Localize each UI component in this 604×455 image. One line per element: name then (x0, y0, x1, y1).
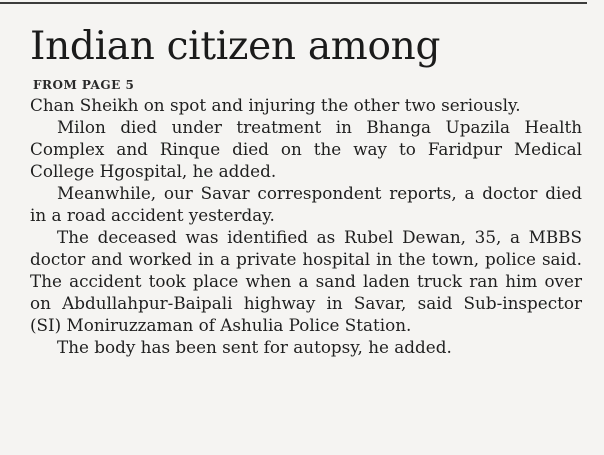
jump-line: FROM PAGE 5 (33, 78, 135, 92)
article-paragraph-4: The deceased was identified as Rubel Dewan, 35, a MBBS doctor and worked in a private hospital in the town, police said. The accident took place when a sand laden truck ran him over on Abdullahpur-Baipali highway in Savar, said Sub-inspector (SI) Moniruzzaman of Ashulia Police Station. (30, 227, 582, 335)
article-body (30, 94, 582, 358)
article-paragraph-1: Chan Sheikh on spot and injuring the other two seriously. (30, 95, 521, 115)
top-rule (0, 2, 587, 4)
article-paragraph-5: The body has been sent for autopsy, he added. (57, 337, 452, 357)
article-headline: Indian citizen among (30, 24, 441, 69)
article-paragraph-3: Meanwhile, our Savar correspondent reports, a doctor died in a road accident yesterday. (30, 183, 582, 225)
article-paragraph-2: Milon died under treatment in Bhanga Upazila Health Complex and Rinque died on the way to Faridpur Medical College Hgospital, he added. (30, 117, 582, 181)
